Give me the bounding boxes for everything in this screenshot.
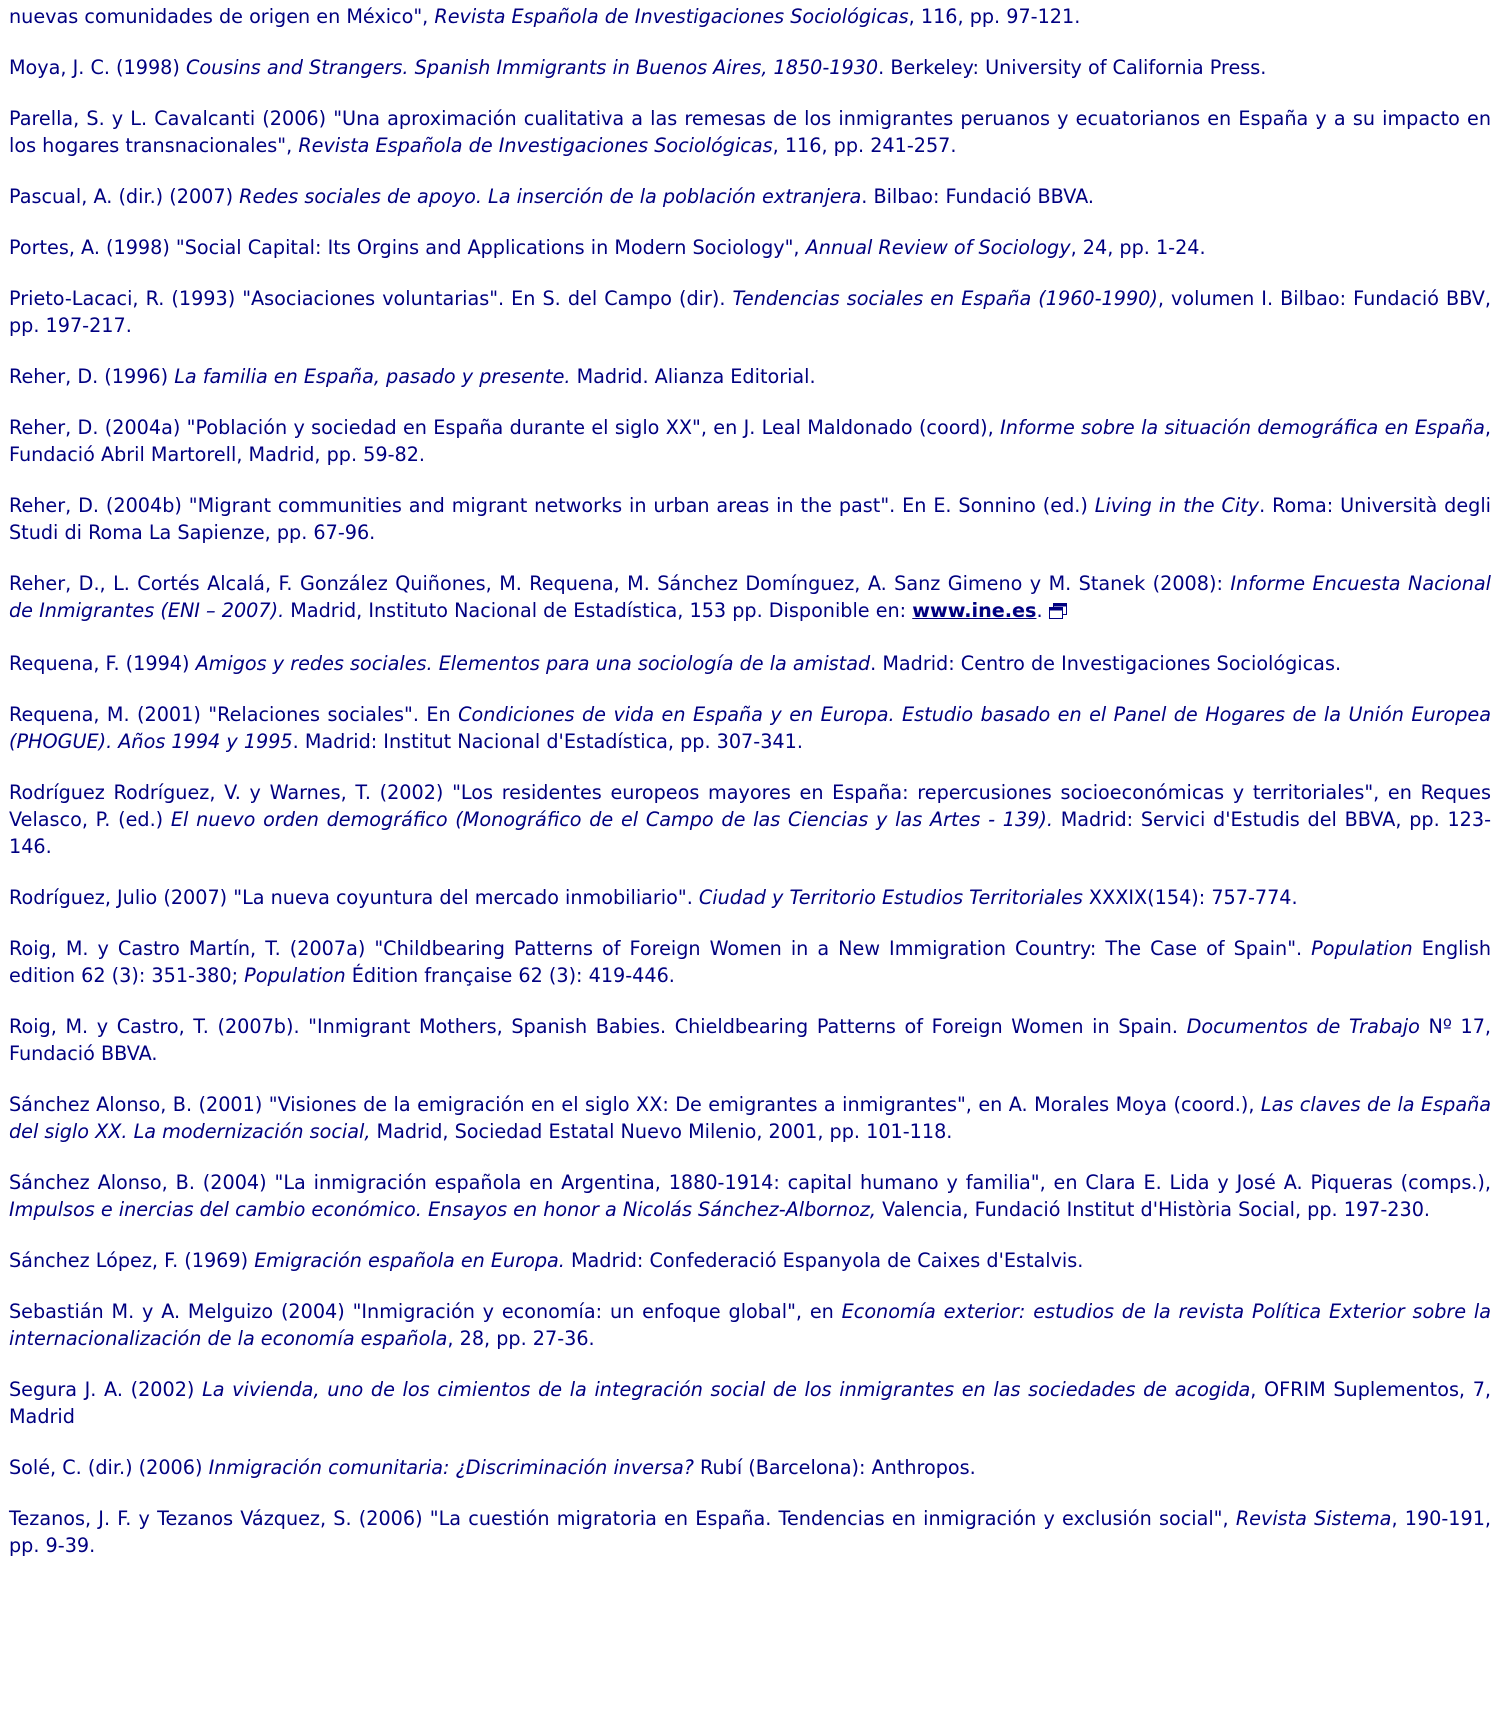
reference-title: La familia en España, pasado y presente.: [174, 365, 571, 388]
reference-entry: [9, 234, 1491, 261]
reference-text: Reher, D. (2004a) "Población y sociedad en España durante el siglo XX", en J. Leal Maldonado (coord),: [9, 416, 1001, 439]
reference-text: , volumen I. Bilbao: Fundació BBV, pp. 197-217.: [9, 287, 1492, 337]
reference-text: Reher, D. (1996): [9, 365, 175, 388]
reference-entry: [9, 363, 1491, 390]
reference-title: Impulsos e inercias del cambio económico. Ensayos en honor a Nicolás Sánchez-Albornoz,: [9, 1198, 876, 1221]
reference-text: Madrid: Confederació Espanyola de Caixes d'Estalvis.: [564, 1249, 1084, 1272]
reference-text: Prieto-Lacaci, R. (1993) "Asociaciones voluntarias". En S. del Campo (dir).: [9, 287, 733, 310]
reference-title: Redes sociales de apoyo. La inserción de la población extranjera: [239, 185, 862, 208]
reference-entry: [9, 570, 1491, 626]
reference-text: , Fundació Abril Martorell, Madrid, pp. 59-82.: [9, 416, 1491, 466]
reference-entry: [9, 492, 1491, 546]
reference-title: La vivienda, uno de los cimientos de la integración social de los inmigrantes en las sociedades de acogida: [202, 1378, 1251, 1401]
reference-text: , 28, pp. 27-36.: [447, 1327, 595, 1350]
reference-text: , 116, pp. 97-121.: [908, 5, 1081, 28]
reference-text: Rodríguez Rodríguez, V. y Warnes, T. (2002) "Los residentes europeos mayores en España: repercusiones socioeconómicas y territoriales", en Reques Velasco, P. (ed.): [9, 781, 1491, 831]
reference-title: Ciudad y Territorio Estudios Territoriales: [698, 886, 1083, 909]
reference-text: Rubí (Barcelona): Anthropos.: [693, 1456, 976, 1479]
reference-text: , 24, pp. 1-24.: [1070, 236, 1206, 259]
reference-title: Population: [244, 964, 346, 987]
reference-title: Amigos y redes sociales. Elementos para una sociología de la amistad: [195, 652, 871, 675]
reference-text: Requena, M. (2001) "Relaciones sociales". En: [9, 703, 459, 726]
reference-title: Emigración española en Europa.: [254, 1249, 565, 1272]
reference-entry: [9, 1298, 1491, 1352]
reference-text: XXXIX(154): 757-774.: [1082, 886, 1298, 909]
reference-text: English edition 62 (3): 351-380;: [9, 937, 1491, 987]
reference-entry: [9, 701, 1491, 755]
reference-text: Valencia, Fundació Institut d'Història Social, pp. 197-230.: [875, 1198, 1431, 1221]
reference-text: . Madrid: Centro de Investigaciones Sociológicas.: [870, 652, 1342, 675]
reference-text: Segura J. A. (2002): [9, 1378, 203, 1401]
reference-text: Reher, D., L. Cortés Alcalá, F. González Quiñones, M. Requena, M. Sánchez Domínguez, A. Sanz Gimeno y M. Stanek (2008):: [9, 572, 1231, 595]
reference-title: Tendencias sociales en España (1960-1990): [732, 287, 1158, 310]
reference-text: Sánchez Alonso, B. (2001) "Visiones de la emigración en el siglo XX: De emigrantes a inmigrantes", en A. Morales Moya (coord.),: [9, 1093, 1261, 1116]
external-window-icon[interactable]: [1049, 599, 1067, 626]
reference-text: . Madrid: Institut Nacional d'Estadística, pp. 307-341.: [292, 730, 803, 753]
reference-title: Informe sobre la situación demográfica en España: [1000, 416, 1485, 439]
reference-title: Annual Review of Sociology: [805, 236, 1071, 259]
reference-title: Documentos de Trabajo: [1186, 1015, 1420, 1038]
reference-text: Portes, A. (1998) "Social Capital: Its Orgins and Applications in Modern Sociology",: [9, 236, 806, 259]
reference-text: Rodríguez, Julio (2007) "La nueva coyuntura del mercado inmobiliario".: [9, 886, 699, 909]
reference-text: Requena, F. (1994): [9, 652, 196, 675]
reference-text: . Berkeley: University of California Press.: [878, 56, 1267, 79]
reference-text: . Bilbao: Fundació BBVA.: [861, 185, 1095, 208]
reference-entry: [9, 3, 1491, 30]
reference-title: Revista Española de Investigaciones Sociológicas: [434, 5, 909, 28]
reference-entry: [9, 935, 1491, 989]
reference-title: Las claves de la España del siglo XX. La modernización social,: [9, 1093, 1491, 1143]
reference-entry: [9, 650, 1491, 677]
reference-title: Cousins and Strangers. Spanish Immigrants in Buenos Aires, 1850-1930: [185, 56, 879, 79]
reference-entry: [9, 1247, 1491, 1274]
ine-website-link[interactable]: www.ine.es: [912, 599, 1037, 622]
reference-entry: [9, 779, 1491, 860]
reference-text: Parella, S. y L. Cavalcanti (2006) "Una aproximación cualitativa a las remesas de los inmigrantes peruanos y ecuatorianos en España y a su impacto en los hogares transnacionales",: [9, 107, 1491, 157]
reference-text: , 116, pp. 241-257.: [772, 134, 957, 157]
reference-text: Reher, D. (2004b) "Migrant communities and migrant networks in urban areas in the past". En E. Sonnino (ed.): [9, 494, 1095, 517]
reference-text: Moya, J. C. (1998): [9, 56, 186, 79]
reference-text: Roig, M. y Castro, T. (2007b). "Inmigrant Mothers, Spanish Babies. Chieldbearing Patterns of Foreign Women in Spain.: [9, 1015, 1187, 1038]
reference-entry: [9, 1091, 1491, 1145]
reference-title: El nuevo orden demográfico (Monográfico de el Campo de las Ciencias y las Artes - 139).: [170, 808, 1053, 831]
reference-entry: [9, 1454, 1491, 1481]
reference-text: , OFRIM Suplementos, 7, Madrid: [9, 1378, 1492, 1428]
reference-entry: [9, 1376, 1491, 1430]
reference-list: [9, 0, 1491, 1583]
reference-text: Sánchez Alonso, B. (2004) "La inmigración española en Argentina, 1880-1914: capital humano y familia", en Clara E. Lida y José A. Piqueras (comps.),: [9, 1171, 1491, 1194]
reference-text: .: [1036, 599, 1043, 622]
reference-entry: [9, 884, 1491, 911]
reference-title: Inmigración comunitaria: ¿Discriminación inversa?: [208, 1456, 694, 1479]
reference-entry: [9, 1013, 1491, 1067]
reference-text: Nº 17, Fundació BBVA.: [9, 1015, 1491, 1065]
reference-entry: [9, 1169, 1491, 1223]
reference-title: Condiciones de vida en España y en Europa. Estudio basado en el Panel de Hogares de la Unión Europea (PHOGUE). Años 1994 y 1995: [9, 703, 1491, 753]
reference-entry: [9, 54, 1491, 81]
reference-title: Population: [1311, 937, 1413, 960]
reference-text: nuevas comunidades de origen en México",: [9, 5, 435, 28]
reference-text: Madrid. Alianza Editorial.: [570, 365, 816, 388]
reference-title: Living in the City: [1094, 494, 1260, 517]
reference-title: Informe Encuesta Nacional de Inmigrantes (ENI – 2007).: [9, 572, 1491, 622]
reference-title: Revista Española de Investigaciones Sociológicas: [298, 134, 773, 157]
reference-text: Sánchez López, F. (1969): [9, 1249, 255, 1272]
reference-title: Revista Sistema: [1235, 1507, 1392, 1530]
reference-entry: [9, 285, 1491, 339]
reference-entry: [9, 105, 1491, 159]
reference-text: Édition française 62 (3): 419-446.: [345, 964, 675, 987]
reference-text: Tezanos, J. F. y Tezanos Vázquez, S. (2006) "La cuestión migratoria en España. Tendencias en inmigración y exclusión social",: [9, 1507, 1236, 1530]
reference-entry: [9, 183, 1491, 210]
reference-text: Madrid, Instituto Nacional de Estadística, 153 pp. Disponible en:: [284, 599, 913, 622]
reference-text: Roig, M. y Castro Martín, T. (2007a) "Childbearing Patterns of Foreign Women in a New Immigration Country: The Case of Spain".: [9, 937, 1312, 960]
reference-text: Sebastián M. y A. Melguizo (2004) "Inmigración y economía: un enfoque global", en: [9, 1300, 842, 1323]
reference-text: Pascual, A. (dir.) (2007): [9, 185, 240, 208]
reference-text: . Roma: Università degli Studi di Roma La Sapienze, pp. 67-96.: [9, 494, 1492, 544]
reference-text: , 190-191, pp. 9-39.: [9, 1507, 1492, 1557]
reference-text: Madrid, Sociedad Estatal Nuevo Milenio, 2001, pp. 101-118.: [370, 1120, 953, 1143]
reference-entry: [9, 414, 1491, 468]
reference-title: Economía exterior: estudios de la revista Política Exterior sobre la internacionalización de la economía española: [9, 1300, 1492, 1350]
reference-text: Madrid: Servici d'Estudis del BBVA, pp. 123-146.: [9, 808, 1491, 858]
reference-entry: [9, 1505, 1491, 1559]
reference-text: Solé, C. (dir.) (2006): [9, 1456, 209, 1479]
